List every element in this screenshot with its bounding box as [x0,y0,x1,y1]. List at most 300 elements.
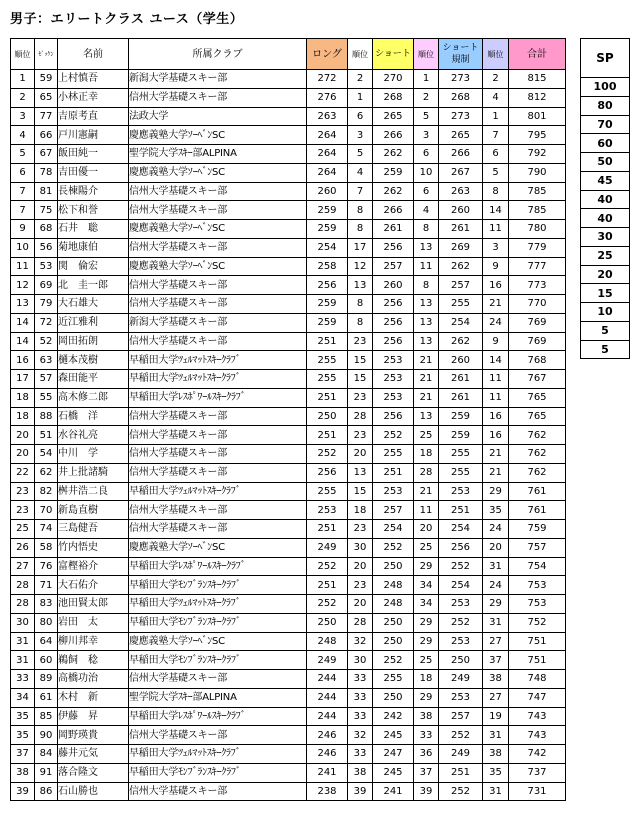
rule-rank-cell: 11 [483,388,509,407]
rank-cell: 34 [11,688,35,707]
rule-rank-cell: 38 [483,745,509,764]
club-cell: 信州大学基礎スキー部 [129,201,307,220]
long-rank-cell: 33 [348,707,373,726]
short-rule-score-cell: 253 [439,688,483,707]
header-total: 合計 [509,39,566,70]
short-rule-score-cell: 262 [439,332,483,351]
bib-cell: 91 [35,763,58,782]
bib-cell: 80 [35,613,58,632]
short-rank-cell: 13 [414,295,439,314]
sp-row [581,78,630,97]
sp-row [581,303,630,322]
long-score-cell: 272 [307,70,348,89]
short-score-cell: 250 [373,688,414,707]
short-score-cell: 248 [373,595,414,614]
table-row [11,520,566,539]
bib-cell: 81 [35,182,58,201]
long-score-cell: 252 [307,445,348,464]
table-row [11,182,566,201]
club-cell: 慶應義塾大学ｿｰﾍﾞﾝSC [129,220,307,239]
rank-cell: 1 [11,70,35,89]
short-score-cell: 250 [373,632,414,651]
long-score-cell: 249 [307,651,348,670]
sp-value: 100 [581,78,630,97]
rule-rank-cell: 27 [483,688,509,707]
total-cell: 742 [509,745,566,764]
short-score-cell: 251 [373,463,414,482]
table-row [11,576,566,595]
club-cell: 早稲田大学ﾓﾝﾌﾞﾗﾝｽｷｰｸﾗﾌﾞ [129,651,307,670]
bib-cell: 76 [35,557,58,576]
bib-cell: 51 [35,426,58,445]
name-cell: 小林正幸 [58,88,129,107]
rule-rank-cell: 5 [483,163,509,182]
sp-row [581,340,630,359]
short-rule-score-cell: 252 [439,782,483,801]
long-score-cell: 250 [307,613,348,632]
bib-cell: 70 [35,501,58,520]
table-row [11,763,566,782]
rank-cell: 31 [11,632,35,651]
total-cell: 759 [509,520,566,539]
bib-cell: 90 [35,726,58,745]
long-score-cell: 244 [307,707,348,726]
bib-cell: 82 [35,482,58,501]
short-rank-cell: 39 [414,782,439,801]
name-cell: 岡田拓朗 [58,332,129,351]
rank-cell: 9 [11,220,35,239]
total-cell: 751 [509,651,566,670]
bib-cell: 83 [35,595,58,614]
short-rank-cell: 29 [414,613,439,632]
bib-cell: 88 [35,407,58,426]
club-cell: 信州大学基礎スキー部 [129,445,307,464]
rule-rank-cell: 16 [483,426,509,445]
name-cell: 石橋 洋 [58,407,129,426]
long-score-cell: 246 [307,726,348,745]
sp-value: 70 [581,115,630,134]
total-cell: 773 [509,276,566,295]
short-score-cell: 256 [373,295,414,314]
name-cell: 鵜飼 稔 [58,651,129,670]
rank-cell: 18 [11,388,35,407]
bib-cell: 52 [35,332,58,351]
long-rank-cell: 38 [348,763,373,782]
short-rank-cell: 18 [414,445,439,464]
long-rank-cell: 1 [348,88,373,107]
total-cell: 792 [509,145,566,164]
short-rank-cell: 34 [414,576,439,595]
table-row [11,107,566,126]
club-cell: 信州大学基礎スキー部 [129,726,307,745]
long-rank-cell: 32 [348,726,373,745]
long-rank-cell: 20 [348,595,373,614]
short-rank-cell: 6 [414,145,439,164]
short-rank-cell: 21 [414,388,439,407]
club-cell: 早稲田大学ﾚｽﾎﾟﾜｰﾙｽｷｰｸﾗﾌﾞ [129,557,307,576]
rank-cell: 13 [11,295,35,314]
club-cell: 信州大学基礎スキー部 [129,426,307,445]
short-rule-score-cell: 268 [439,88,483,107]
short-score-cell: 253 [373,370,414,389]
table-row [11,538,566,557]
rule-rank-cell: 29 [483,482,509,501]
name-cell: 竹内悟史 [58,538,129,557]
bib-cell: 59 [35,70,58,89]
short-rank-cell: 37 [414,763,439,782]
short-rank-cell: 18 [414,670,439,689]
rank-cell: 5 [11,145,35,164]
table-row [11,557,566,576]
long-score-cell: 259 [307,295,348,314]
rank-cell: 31 [11,651,35,670]
short-rank-cell: 29 [414,632,439,651]
table-row [11,632,566,651]
short-score-cell: 255 [373,670,414,689]
short-rank-cell: 25 [414,426,439,445]
long-score-cell: 252 [307,557,348,576]
bib-cell: 85 [35,707,58,726]
rank-cell: 22 [11,463,35,482]
short-rank-cell: 13 [414,313,439,332]
short-rule-score-cell: 273 [439,70,483,89]
table-row [11,670,566,689]
bib-cell: 56 [35,238,58,257]
club-cell: 信州大学基礎スキー部 [129,463,307,482]
short-score-cell: 253 [373,351,414,370]
short-rule-score-cell: 261 [439,370,483,389]
total-cell: 753 [509,595,566,614]
total-cell: 754 [509,557,566,576]
header-rank: 順位 [11,39,35,70]
name-cell: 高橋功治 [58,670,129,689]
short-rule-score-cell: 253 [439,595,483,614]
short-rank-cell: 29 [414,688,439,707]
short-rank-cell: 3 [414,126,439,145]
short-rule-score-cell: 257 [439,707,483,726]
rule-rank-cell: 11 [483,370,509,389]
club-cell: 信州大学基礎スキー部 [129,332,307,351]
sp-row [581,321,630,340]
short-score-cell: 248 [373,576,414,595]
short-score-cell: 245 [373,763,414,782]
long-rank-cell: 8 [348,201,373,220]
long-rank-cell: 28 [348,407,373,426]
rule-rank-cell: 2 [483,70,509,89]
long-score-cell: 251 [307,388,348,407]
long-rank-cell: 23 [348,576,373,595]
sp-value: 40 [581,209,630,228]
long-rank-cell: 33 [348,670,373,689]
table-row [11,782,566,801]
short-score-cell: 256 [373,332,414,351]
long-rank-cell: 17 [348,238,373,257]
short-rank-cell: 20 [414,520,439,539]
club-cell: 新潟大学基礎スキー部 [129,313,307,332]
rule-rank-cell: 14 [483,201,509,220]
rule-rank-cell: 21 [483,463,509,482]
rank-cell: 37 [11,745,35,764]
total-cell: 753 [509,576,566,595]
sp-value: 10 [581,303,630,322]
long-rank-cell: 33 [348,688,373,707]
short-rule-score-cell: 252 [439,613,483,632]
header-short: ショート [373,39,414,70]
header-long: ロング [307,39,348,70]
club-cell: 早稲田大学ﾓﾝﾌﾞﾗﾝｽｷｰｸﾗﾌﾞ [129,613,307,632]
long-score-cell: 255 [307,482,348,501]
long-rank-cell: 7 [348,182,373,201]
short-score-cell: 247 [373,745,414,764]
header-short-rule-line2: 規制 [451,55,470,65]
table-row [11,388,566,407]
long-score-cell: 264 [307,126,348,145]
long-score-cell: 255 [307,351,348,370]
rank-cell: 33 [11,670,35,689]
sp-value: 60 [581,134,630,153]
bib-cell: 53 [35,257,58,276]
name-cell: 関 倫宏 [58,257,129,276]
rule-rank-cell: 24 [483,520,509,539]
short-score-cell: 253 [373,482,414,501]
long-rank-cell: 23 [348,332,373,351]
short-score-cell: 270 [373,70,414,89]
long-rank-cell: 8 [348,295,373,314]
rule-rank-cell: 3 [483,238,509,257]
sp-row [581,171,630,190]
club-cell: 信州大学基礎スキー部 [129,182,307,201]
short-rule-score-cell: 259 [439,426,483,445]
total-cell: 767 [509,370,566,389]
rank-cell: 3 [11,107,35,126]
short-rule-score-cell: 260 [439,351,483,370]
short-rank-cell: 13 [414,332,439,351]
rank-cell: 11 [11,257,35,276]
short-rule-score-cell: 265 [439,126,483,145]
header-bib: ｾﾞｯｹﾝ [35,39,58,70]
short-rank-cell: 25 [414,651,439,670]
short-score-cell: 261 [373,220,414,239]
sp-value: 25 [581,246,630,265]
rule-rank-cell: 35 [483,763,509,782]
long-score-cell: 255 [307,370,348,389]
club-cell: 信州大学基礎スキー部 [129,238,307,257]
sp-value: 80 [581,96,630,115]
table-row [11,613,566,632]
short-score-cell: 256 [373,238,414,257]
table-row [11,70,566,89]
club-cell: 早稲田大学ﾂｪﾙﾏｯﾄｽｷｰｸﾗﾌﾞ [129,370,307,389]
total-cell: 751 [509,632,566,651]
total-cell: 747 [509,688,566,707]
name-cell: 藤井元気 [58,745,129,764]
short-score-cell: 262 [373,182,414,201]
short-rank-cell: 13 [414,407,439,426]
long-rank-cell: 13 [348,463,373,482]
bib-cell: 61 [35,688,58,707]
long-score-cell: 264 [307,145,348,164]
long-rank-cell: 18 [348,501,373,520]
sp-row [581,190,630,209]
rule-rank-cell: 21 [483,295,509,314]
short-rank-cell: 2 [414,88,439,107]
short-rule-score-cell: 259 [439,407,483,426]
club-cell: 慶應義塾大学ｿｰﾍﾞﾝSC [129,538,307,557]
short-score-cell: 266 [373,201,414,220]
sp-header: SP [581,39,630,78]
short-score-cell: 260 [373,276,414,295]
short-rank-cell: 38 [414,707,439,726]
name-cell: 北 圭一郎 [58,276,129,295]
bib-cell: 62 [35,463,58,482]
long-score-cell: 252 [307,595,348,614]
bib-cell: 78 [35,163,58,182]
long-rank-cell: 28 [348,613,373,632]
table-row [11,370,566,389]
rule-rank-cell: 14 [483,351,509,370]
club-cell: 慶應義塾大学ｿｰﾍﾞﾝSC [129,163,307,182]
name-cell: 吉田優一 [58,163,129,182]
name-cell: 石井 聡 [58,220,129,239]
rank-cell: 39 [11,782,35,801]
long-rank-cell: 20 [348,557,373,576]
club-cell: 法政大学 [129,107,307,126]
bib-cell: 74 [35,520,58,539]
rank-cell: 7 [11,182,35,201]
club-cell: 慶應義塾大学ｿｰﾍﾞﾝSC [129,257,307,276]
long-rank-cell: 20 [348,445,373,464]
table-row [11,220,566,239]
long-rank-cell: 15 [348,370,373,389]
long-rank-cell: 13 [348,276,373,295]
rule-rank-cell: 35 [483,501,509,520]
club-cell: 早稲田大学ﾂｪﾙﾏｯﾄｽｷｰｸﾗﾌﾞ [129,595,307,614]
bib-cell: 54 [35,445,58,464]
name-cell: 桝井浩二良 [58,482,129,501]
long-rank-cell: 23 [348,388,373,407]
long-rank-cell: 30 [348,538,373,557]
rule-rank-cell: 24 [483,313,509,332]
sp-row [581,246,630,265]
rank-cell: 14 [11,332,35,351]
header-name: 名前 [58,39,129,70]
total-cell: 769 [509,313,566,332]
long-rank-cell: 32 [348,632,373,651]
table-row [11,745,566,764]
club-cell: 慶應義塾大学ｿｰﾍﾞﾝSC [129,632,307,651]
name-cell: 戸川憲嗣 [58,126,129,145]
long-score-cell: 244 [307,670,348,689]
short-rule-score-cell: 255 [439,463,483,482]
table-row [11,238,566,257]
short-score-cell: 257 [373,501,414,520]
sp-value: 30 [581,228,630,247]
sp-row [581,209,630,228]
rule-rank-cell: 29 [483,595,509,614]
long-score-cell: 254 [307,238,348,257]
total-cell: 765 [509,407,566,426]
rank-cell: 25 [11,520,35,539]
short-rule-score-cell: 254 [439,520,483,539]
long-score-cell: 246 [307,745,348,764]
long-score-cell: 260 [307,182,348,201]
club-cell: 早稲田大学ﾚｽﾎﾟﾜｰﾙｽｷｰｸﾗﾌﾞ [129,707,307,726]
sp-row [581,115,630,134]
short-score-cell: 256 [373,407,414,426]
short-rank-cell: 29 [414,557,439,576]
bib-cell: 72 [35,313,58,332]
header-rule-rank: 順位 [483,39,509,70]
rule-rank-cell: 37 [483,651,509,670]
total-cell: 769 [509,332,566,351]
page-title: 男子：エリートクラス ユース（学生） [10,12,244,27]
name-cell: 岡野瑛貴 [58,726,129,745]
table-row [11,295,566,314]
short-score-cell: 254 [373,520,414,539]
bib-cell: 55 [35,388,58,407]
sp-row [581,284,630,303]
total-cell: 743 [509,707,566,726]
name-cell: 菊地康伯 [58,238,129,257]
short-rule-score-cell: 252 [439,557,483,576]
total-cell: 815 [509,70,566,89]
long-score-cell: 253 [307,501,348,520]
short-rank-cell: 21 [414,351,439,370]
short-rank-cell: 8 [414,276,439,295]
short-rank-cell: 8 [414,220,439,239]
long-score-cell: 248 [307,632,348,651]
rank-cell: 28 [11,595,35,614]
short-score-cell: 252 [373,651,414,670]
bib-cell: 71 [35,576,58,595]
long-rank-cell: 6 [348,107,373,126]
club-cell: 早稲田大学ﾓﾝﾌﾞﾗﾝｽｷｰｸﾗﾌﾞ [129,576,307,595]
header-short-rank: 順位 [414,39,439,70]
sp-value: 20 [581,265,630,284]
club-cell: 早稲田大学ﾂｪﾙﾏｯﾄｽｷｰｸﾗﾌﾞ [129,745,307,764]
rank-cell: 38 [11,763,35,782]
long-rank-cell: 8 [348,220,373,239]
rule-rank-cell: 27 [483,632,509,651]
table-row [11,501,566,520]
rule-rank-cell: 31 [483,557,509,576]
rank-cell: 23 [11,501,35,520]
rank-cell: 26 [11,538,35,557]
table-row [11,445,566,464]
table-row [11,407,566,426]
long-score-cell: 249 [307,538,348,557]
short-rule-score-cell: 253 [439,482,483,501]
rank-cell: 20 [11,445,35,464]
total-cell: 795 [509,126,566,145]
bib-cell: 58 [35,538,58,557]
club-cell: 早稲田大学ﾓﾝﾌﾞﾗﾝｽｷｰｸﾗﾌﾞ [129,763,307,782]
short-score-cell: 268 [373,88,414,107]
sp-value: 50 [581,153,630,172]
table-row [11,163,566,182]
rule-rank-cell: 11 [483,220,509,239]
long-score-cell: 256 [307,276,348,295]
rule-rank-cell: 6 [483,145,509,164]
short-rule-score-cell: 254 [439,576,483,595]
name-cell: 吉原考直 [58,107,129,126]
short-rank-cell: 4 [414,201,439,220]
short-rank-cell: 33 [414,726,439,745]
bib-cell: 69 [35,276,58,295]
rule-rank-cell: 1 [483,107,509,126]
club-cell: 信州大学基礎スキー部 [129,276,307,295]
club-cell: 聖学院大学ｽｷｰ部ALPINA [129,688,307,707]
